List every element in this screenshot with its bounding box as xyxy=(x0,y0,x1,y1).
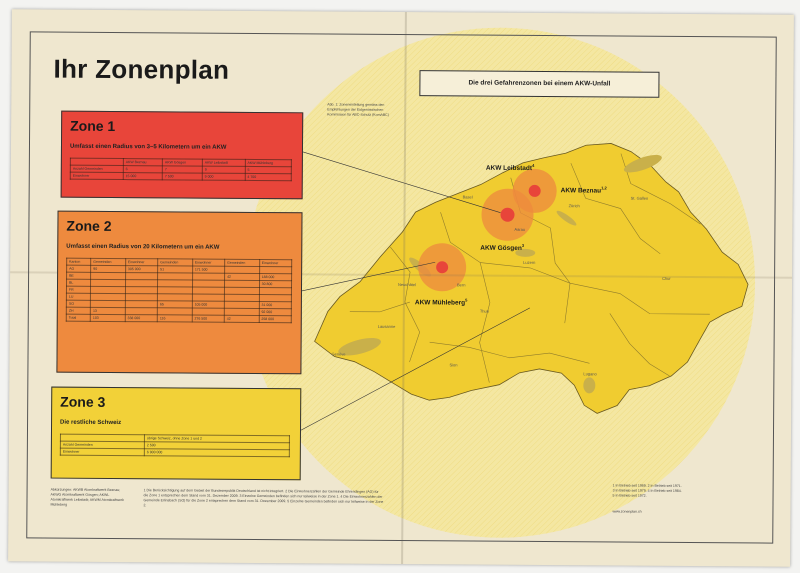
footnotes: 1 Die Berücksichtigung auf dem Gebiet der Bundesrepublik Deutschland ist nicht integriert. 2 Die Einwohnerzahlen der Gemeinde Ehrendingen (AG) für die Zone 1 entsprechen dem Stand vom 31. Dezember 2009. 3 Einzelne Gemeinden befinden sich nur teilweise in der Zone 1. 4 Die Einwohnerzahlen der Gemeinde Erlinsbach (SO) für die Zone 2 entsprechen dem Stand vom 31. Dezember 2009. 5 Einzelne Gemeinden befinden sich nur teilweise in der Zone 2. xyxy=(143,488,384,508)
city-label: Luzern xyxy=(523,259,536,265)
table-cell: 6 xyxy=(123,166,162,173)
city-label: Lausanne xyxy=(377,323,396,329)
city-label: Chur xyxy=(662,275,671,281)
zone2-description: Umfasst einen Radius von 20 Kilometern um ein AKW xyxy=(66,243,220,251)
table-cell: Gemeinden xyxy=(225,259,260,266)
table-cell: Einwohner xyxy=(125,259,157,266)
city-label: Lugano xyxy=(583,371,597,377)
table-cell: 51 xyxy=(158,266,193,273)
table-cell: 4 700 xyxy=(245,173,291,180)
website: www.zonenplan.ch xyxy=(612,509,642,514)
city-label: Zürich xyxy=(568,203,580,209)
zone2-title: Zone 2 xyxy=(66,217,112,234)
table-cell: AKW Gösgen xyxy=(162,159,202,166)
table-cell: Einwohner xyxy=(60,448,144,456)
table-cell: Total xyxy=(66,314,90,321)
table-cell: AKW Beznau xyxy=(123,159,162,166)
zone3-title: Zone 3 xyxy=(60,393,106,410)
city-label: Sion xyxy=(449,362,458,368)
city-label: Bern xyxy=(457,282,466,288)
plant-label-beznau: AKW Beznau$^{1,2}$ xyxy=(560,185,607,195)
zone1-box xyxy=(61,111,304,200)
table-cell: 30 800 xyxy=(259,281,291,288)
table-cell: 305 000 xyxy=(125,266,157,273)
plant-label-goesgen: AKW Gösgen$^3$ xyxy=(480,242,525,252)
figure-note: Abb. 1: Zoneneinteilung gemäss den Empfehlungen der Eidgenössischen Kommission für ABC-Schutz (KomABC) xyxy=(327,102,389,117)
table-cell: 2 500 xyxy=(144,442,289,450)
table-cell: AG xyxy=(67,265,91,272)
table-cell: AKW Leibstadt xyxy=(202,159,245,166)
table-cell: ZH xyxy=(66,307,90,314)
table-cell: 31 000 xyxy=(259,302,291,309)
table-cell: 171 500 xyxy=(192,266,224,273)
plant-legend: 1 In Betrieb seit 1969. 2 In Betrieb seit 1971. 3 In Betrieb seit 1979. 4 In Betrieb seit 1984. 5 In Betrieb seit 1972. xyxy=(612,483,682,498)
page-title: Ihr Zonenplan xyxy=(53,53,230,85)
zone1-table xyxy=(70,158,292,182)
table-cell: AKW Mühleberg xyxy=(245,159,291,166)
table-cell: Anzahl Gemeinden xyxy=(70,165,123,172)
table-cell: Kanton xyxy=(67,258,91,265)
table-cell: 103 xyxy=(90,314,125,321)
map-title: Die drei Gefahrenzonen bei einem AKW-Unfall xyxy=(419,70,659,98)
table-cell: 42 xyxy=(224,315,259,322)
abbreviations: Abkürzungen: AKWB Atomkraftwerk Beznau; AKWG Atomkraftwerk Gösgen; AKWL Atomkraftwerk Leibstadt; AKWM Atomkraftwerk Mühleberg xyxy=(50,487,124,507)
table-cell: LU xyxy=(66,293,90,300)
table-cell: 338 000 xyxy=(125,315,157,322)
plant-label-muehleberg: AKW Mühleberg$^5$ xyxy=(414,297,468,307)
table-cell: 13 xyxy=(90,307,125,314)
zone3-description: Die restliche Schweiz xyxy=(60,419,122,427)
zone2-table xyxy=(66,258,292,324)
zone3-table xyxy=(60,434,290,458)
table-cell: BL xyxy=(67,279,91,286)
table-cell: Einwohner xyxy=(70,172,123,179)
table-cell: 42 xyxy=(225,273,260,280)
table-cell: SO xyxy=(66,300,90,307)
table-cell: 188 000 xyxy=(259,274,291,281)
table-cell: Einwohner xyxy=(192,259,224,266)
table-cell: 105 000 xyxy=(192,301,224,308)
table-row xyxy=(66,314,291,323)
table-row xyxy=(70,172,291,181)
table-cell: 9 000 xyxy=(202,173,245,180)
zone1-description: Umfasst einen Radius von 3–5 Kilometern um ein AKW xyxy=(69,143,227,151)
plant-label-leibstadt: AKW Leibstadt$^4$ xyxy=(485,162,535,173)
table-cell: 9 xyxy=(202,166,245,173)
table-cell: 7 500 xyxy=(162,173,202,180)
table-cell: Anzahl Gemeinden xyxy=(60,441,144,449)
table-cell: 92 000 xyxy=(259,309,291,316)
table-cell: 65 xyxy=(157,301,192,308)
zone1-title: Zone 1 xyxy=(70,117,116,135)
table-cell: FR xyxy=(66,286,90,293)
table-cell: Gemeinden xyxy=(158,259,193,266)
city-label: Neuchâtel xyxy=(398,281,417,288)
table-cell: 276 500 xyxy=(192,315,224,322)
table-cell: übrige Schweiz, ohne Zone 1 und 2 xyxy=(144,435,289,443)
city-label: Thun xyxy=(479,308,489,314)
table-cell: 258 000 xyxy=(259,316,291,323)
city-label: Genève xyxy=(331,351,346,357)
table-cell: 90 xyxy=(91,265,126,272)
table-cell: BE xyxy=(67,272,91,279)
table-cell: 15 000 xyxy=(123,173,162,180)
table-row xyxy=(60,448,289,457)
table-cell: 116 xyxy=(157,315,192,322)
table-cell: 7 xyxy=(162,166,202,173)
city-label: Basel xyxy=(462,194,473,200)
table-cell: Gemeinden xyxy=(91,258,126,265)
table-cell: 5 xyxy=(245,166,291,173)
zone3-box xyxy=(51,387,302,481)
table-cell: Einwohner xyxy=(259,260,291,267)
city-label: St. Gallen xyxy=(630,195,649,201)
zone2-box xyxy=(56,211,302,375)
zonenplan-poster xyxy=(8,9,794,566)
table-cell: 6 900 000 xyxy=(144,449,289,457)
city-label: Aarau xyxy=(514,226,526,232)
